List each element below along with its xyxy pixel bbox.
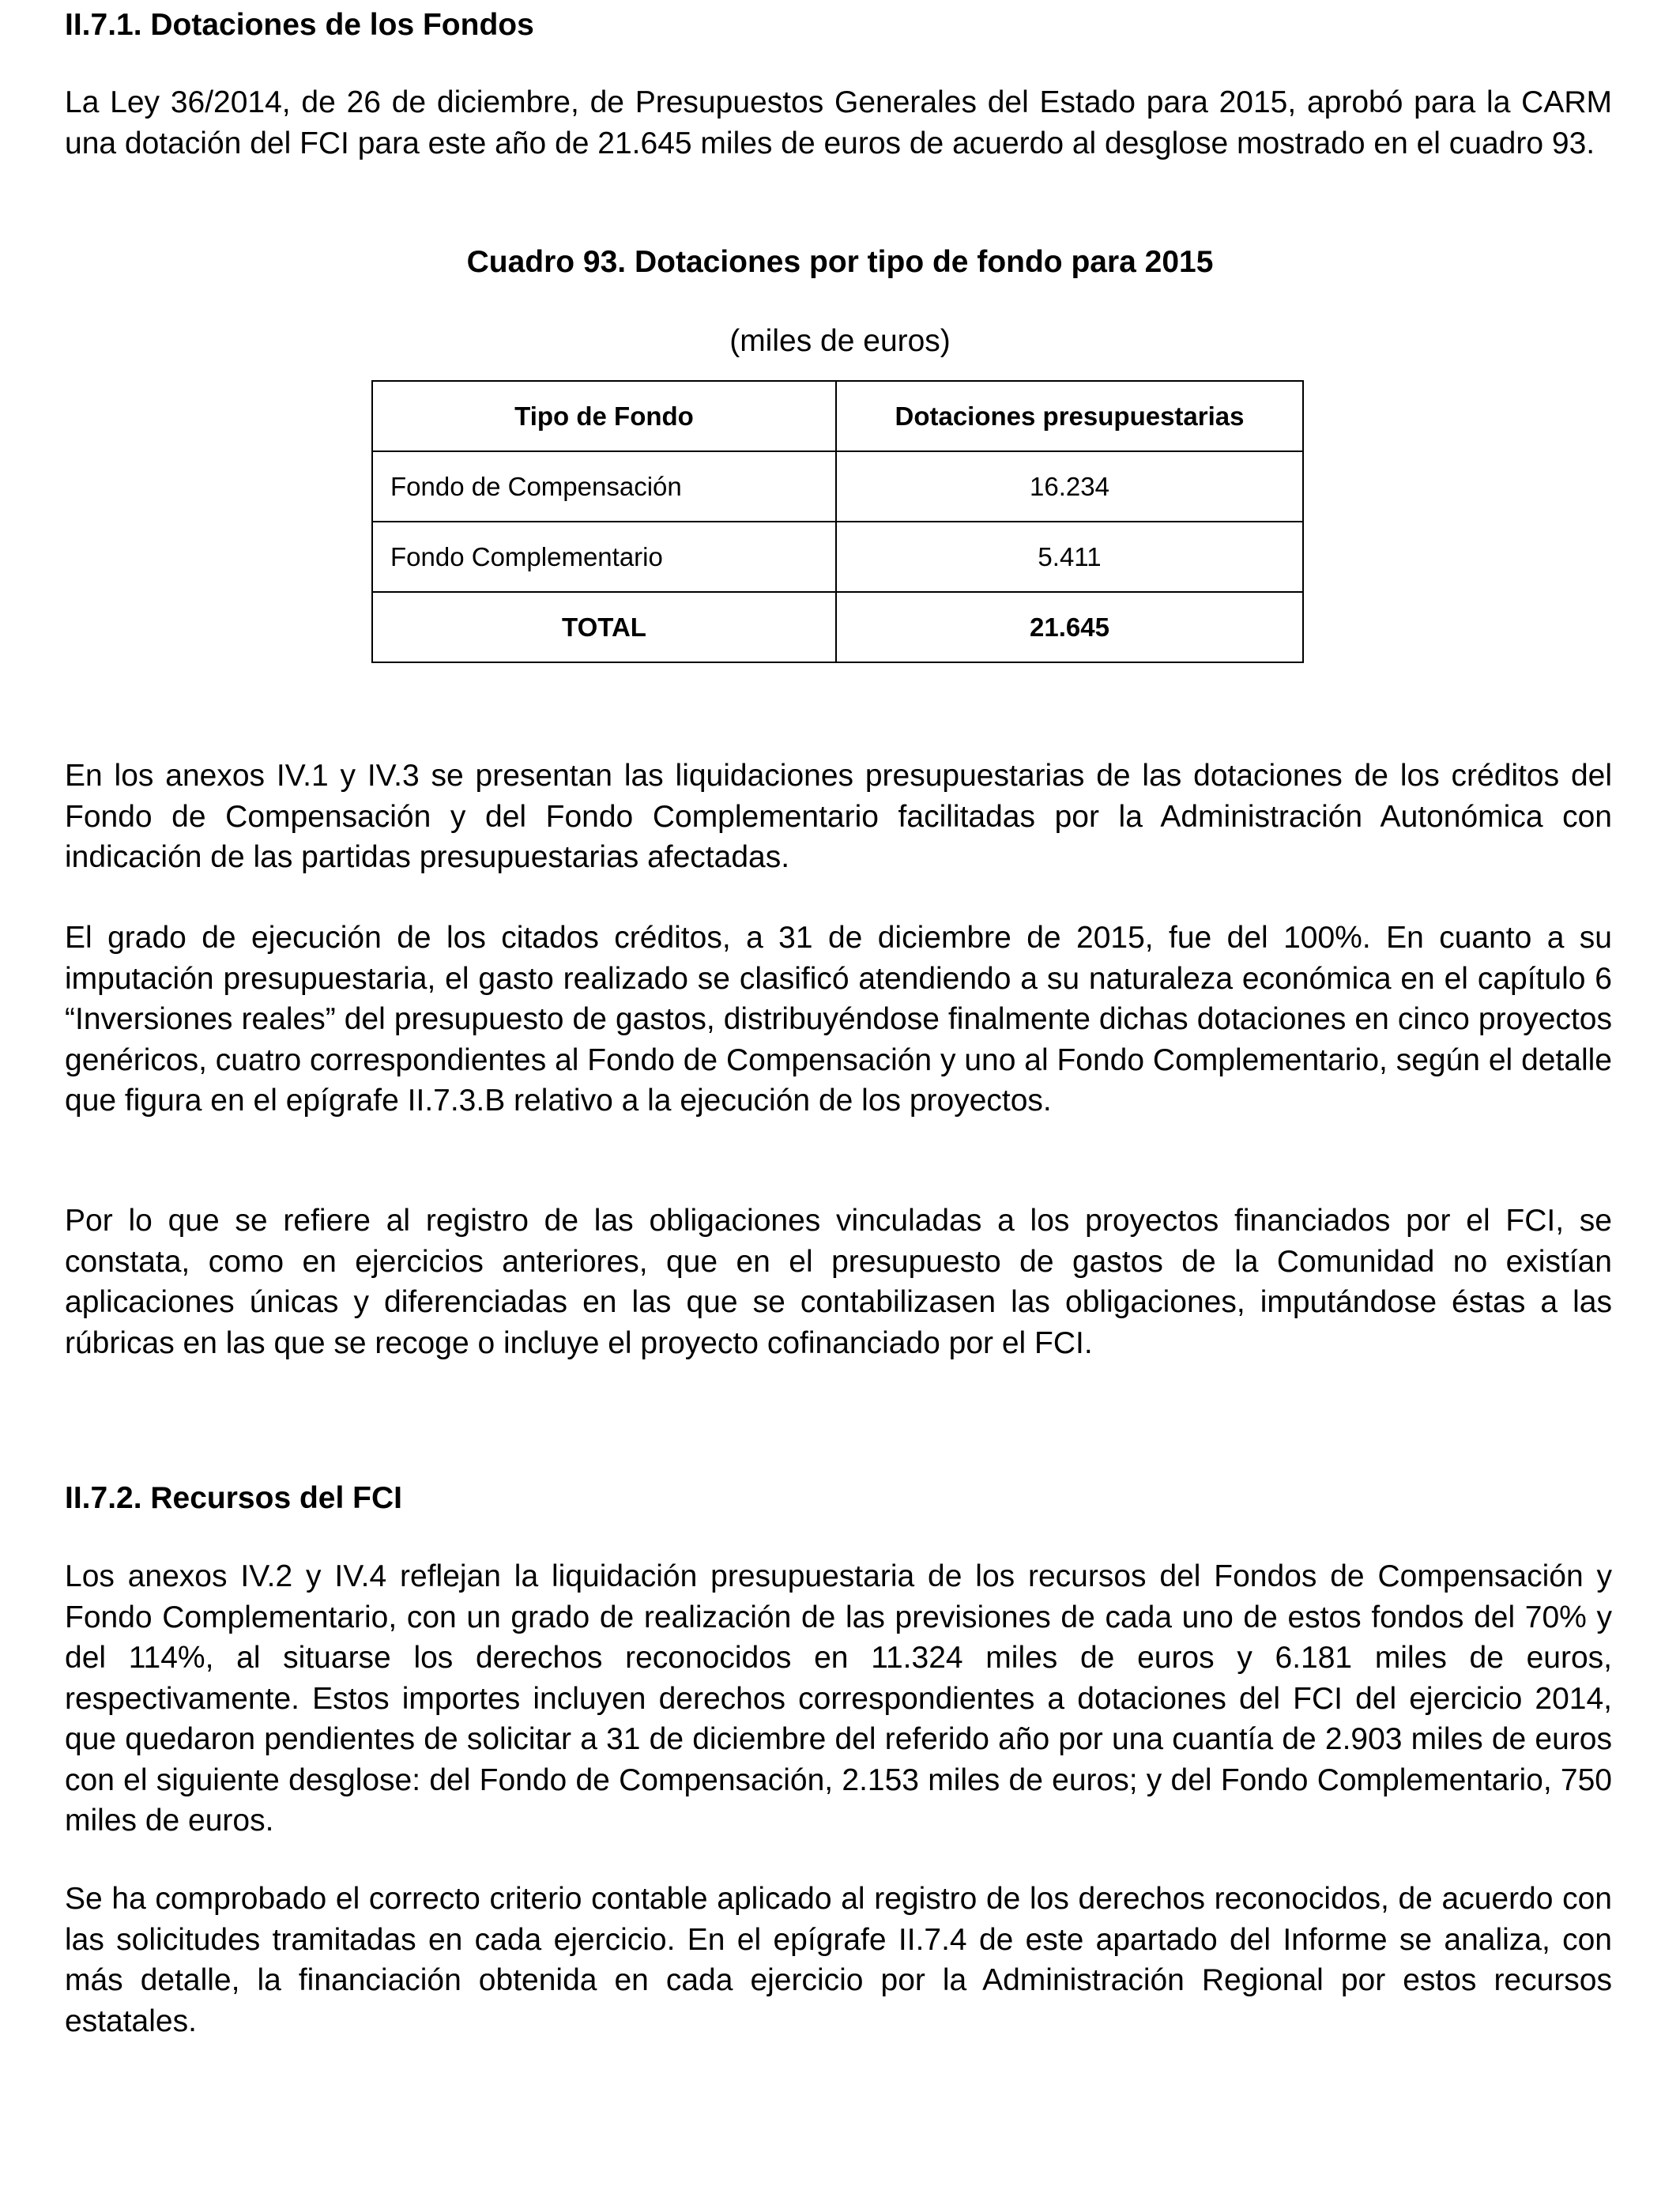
paragraph-ley: La Ley 36/2014, de 26 de diciembre, de Presupuestos Generales del Estado para 2015, aprobó para la CARM una dotación del FCI para este año de 21.645 miles de euros de acuerdo al desglose mostrado en el cuadro 93.: [65, 85, 1612, 160]
table-row: [372, 522, 1303, 592]
cell-total-label: TOTAL: [372, 592, 836, 662]
header-tipo-fondo: Tipo de Fondo: [372, 381, 836, 451]
cell-fondo-name: Fondo de Compensación: [372, 451, 836, 522]
table-header-row: [372, 381, 1303, 451]
cell-total-value: 21.645: [836, 592, 1303, 662]
dotaciones-table: [371, 380, 1304, 663]
section-heading-recursos: II.7.2. Recursos del FCI: [65, 1481, 402, 1515]
paragraph-criterio: Se ha comprobado el correcto criterio contable aplicado al registro de los derechos reconocidos, de acuerdo con las solicitudes tramitadas en cada ejercicio. En el epígrafe II.7.4 de este apartado del Informe se analiza, con más detalle, la financiación obtenida en cada ejercicio por la Administración Regional por estos recursos estatales.: [65, 1882, 1612, 2038]
cell-fondo-value: 16.234: [836, 451, 1303, 522]
cell-fondo-value: 5.411: [836, 522, 1303, 592]
table-caption: Cuadro 93. Dotaciones por tipo de fondo para 2015: [466, 245, 1214, 279]
paragraph-recursos: Los anexos IV.2 y IV.4 reflejan la liquidación presupuestaria de los recursos del Fondos de Compensación y Fondo Complementario, con un grado de realización de las previsiones de cada uno de estos fondos del 70% y del 114%, al situarse los derechos reconocidos en 11.324 miles de euros y 6.181 miles de euros, respectivamente. Estos importes incluyen derechos correspondientes a dotaciones del FCI del ejercicio 2014, que quedaron pendientes de solicitar a 31 de diciembre del referido año por una cuantía de 2.903 miles de euros con el siguiente desglose: del Fondo de Compensación, 2.153 miles de euros; y del Fondo Complementario, 750 miles de euros.: [65, 1559, 1612, 1838]
section-heading-dotaciones: II.7.1. Dotaciones de los Fondos: [65, 8, 534, 42]
header-dotaciones: Dotaciones presupuestarias: [836, 381, 1303, 451]
paragraph-anexos: En los anexos IV.1 y IV.3 se presentan las liquidaciones presupuestarias de las dotaciones de los créditos del Fondo de Compensación y del Fondo Complementario facilitadas por la Administración Autonómica con indicación de las partidas presupuestarias afectadas.: [65, 759, 1612, 874]
table-units: (miles de euros): [729, 324, 951, 358]
paragraph-ejecucion: El grado de ejecución de los citados créditos, a 31 de diciembre de 2015, fue del 100%. En cuanto a su imputación presupuestaria, el gasto realizado se clasificó atendiendo a su naturaleza económica en el capítulo 6 “Inversiones reales” del presupuesto de gastos, distribuyéndose finalmente dichas dotaciones en cinco proyectos genéricos, cuatro correspondientes al Fondo de Compensación y uno al Fondo Complementario, según el detalle que figura en el epígrafe II.7.3.B relativo a la ejecución de los proyectos.: [65, 921, 1612, 1118]
cell-fondo-name: Fondo Complementario: [372, 522, 836, 592]
table-row: [372, 451, 1303, 522]
paragraph-registro: Por lo que se refiere al registro de las obligaciones vinculadas a los proyectos financiados por el FCI, se constata, como en ejercicios anteriores, que en el presupuesto de gastos de la Comunidad no existían aplicaciones únicas y diferenciadas en las que se contabilizasen las obligaciones, imputándose éstas a las rúbricas en las que se recoge o incluye el proyecto cofinanciado por el FCI.: [65, 1204, 1612, 1360]
table-total-row: [372, 592, 1303, 662]
